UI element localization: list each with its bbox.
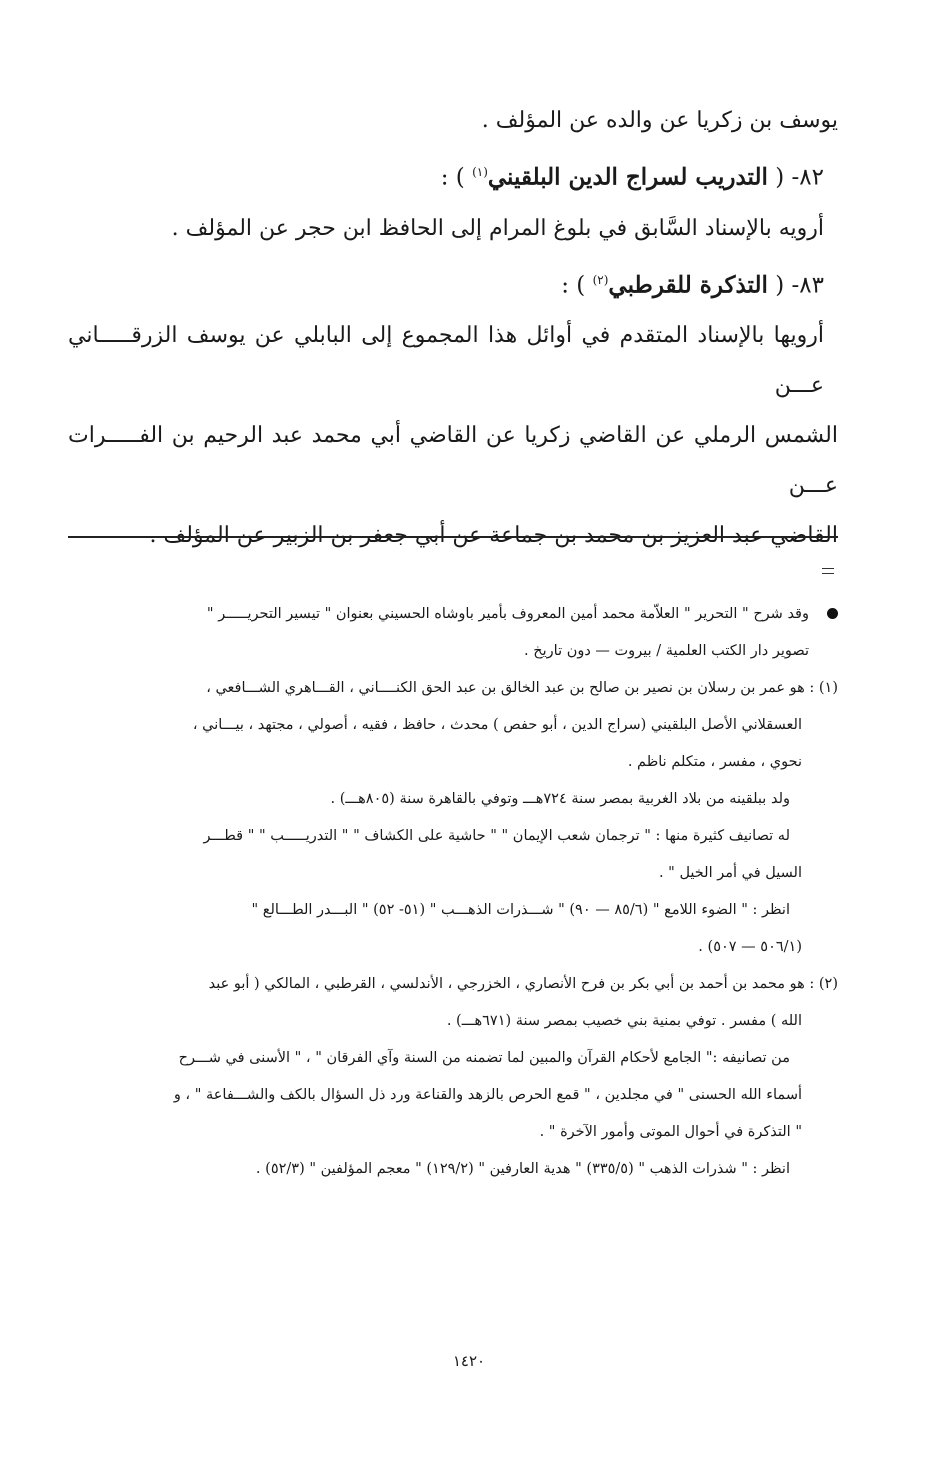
entry-text: أرويها بالإسناد المتقدم في أوائل هذا المجموع إلى البابلي عن يوسف الزرقـــــاني عـــن xyxy=(68,323,825,399)
entry-83-text xyxy=(68,411,838,511)
line-text: يوسف بن زكريا عن والده عن المؤلف . xyxy=(481,108,838,133)
continuation-mark xyxy=(822,568,834,569)
footnote-ref[interactable]: (٢) xyxy=(592,272,609,287)
entry-text: القاضي عبد العزيز بن محمد بن جماعة عن أبي جعفر بن الزبير عن المؤلف . xyxy=(149,523,838,549)
page-number: ١٤٢٠ xyxy=(452,1352,486,1370)
note-line: العسقلاني الأصل البلقيني (سراج الدين ، أبو حفص ) محدث ، حافظ ، فقيه ، أصولي ، مجتهد ، بيـــاني ، xyxy=(192,717,802,733)
note-line: ولد ببلقينه من بلاد الغربية بمصر سنة ٧٢٤هـــ وتوفي بالقاهرة سنة (٨٠٥هـــ) . xyxy=(330,791,790,807)
footnote-1: (١) : هو عمر بن رسلان بن نصير بن صالح بن عبد الخالق بن عبد الحق الكنــــاني ، القـــاهري الشـــافعي ، xyxy=(206,680,838,696)
entry-title: التذكرة للقرطبي xyxy=(608,271,768,299)
continuation-mark xyxy=(822,573,834,574)
entry-text: أرويه بالإسناد السَّابق في بلوغ المرام إلى الحافظ ابن حجر عن المؤلف . xyxy=(171,215,824,241)
entry-title: التدريب لسراج الدين البلقيني xyxy=(487,163,768,191)
note-line: السيل في أمر الخيل " . xyxy=(658,865,802,881)
bullet-icon xyxy=(827,608,838,619)
footnote-2: (٢) : هو محمد بن أحمد بن أبي بكر بن فرح الأنصاري ، الخزرجي ، الأندلسي ، القرطبي ، المالكي ( أبو عبد xyxy=(208,976,838,992)
note-line: (٥٠٦/١ — ٥٠٧) . xyxy=(698,939,802,955)
paren-close: ) : xyxy=(440,164,465,191)
footnotes xyxy=(70,596,838,1188)
note-line: انظر : " شذرات الذهب " (٣٣٥/٥) " هدية العارفين " (١٢٩/٢) " معجم المؤلفين " (٥٢/٣) . xyxy=(255,1161,790,1177)
note-line: تصوير دار الكتب العلمية / بيروت — دون تاريخ . xyxy=(524,643,809,659)
entry-83-text xyxy=(68,311,838,411)
note-line: أسماء الله الحسنى " في مجلدين ، " قمع الحرص بالزهد والقناعة ورد ذل السؤال بالكف والشـــفاعة " ، و xyxy=(173,1087,802,1103)
paren-open: ( xyxy=(775,272,785,299)
note-line: من تصانيفه :" الجامع لأحكام القرآن والمبين لما تضمنه من السنة وآي الفرقان " ، " الأسنى في شـــرح xyxy=(178,1050,790,1066)
note-line: الله ) مفسر . توفي بمنية بني خصيب بمصر سنة (٦٧١هـــ) . xyxy=(446,1013,802,1029)
note-line: له تصانيف كثيرة منها : " ترجمان شعب الإيمان " " حاشية على الكشاف " " التدريـــــب " " قطـــر xyxy=(203,828,790,844)
entry-text: الشمس الرملي عن القاضي زكريا عن القاضي أبي محمد عبد الرحيم بن الفـــــرات عـــن xyxy=(68,423,838,499)
note-line: انظر : " الضوء اللامع " (٨٥/٦ — ٩٠) " شـــذرات الذهـــب " (٥١- ٥٢) " البـــدر الطـــالع " xyxy=(251,902,790,918)
note-line: " التذكرة في أحوال الموتى وأمور الآخرة " . xyxy=(539,1124,802,1140)
paren-open: ( xyxy=(775,164,785,191)
paren-close: ) : xyxy=(561,272,586,299)
entry-number: ٨٣- xyxy=(791,272,824,299)
note-line: نحوي ، مفسر ، متكلم ناظم . xyxy=(627,754,802,770)
bullet-note xyxy=(70,596,838,670)
note-line: وقد شرح " التحرير " العلاّمة محمد أمين المعروف بأمير باوشاه الحسيني بعنوان " تيسير التحريـــــر " xyxy=(206,606,809,622)
entry-83-heading xyxy=(68,254,838,312)
entry-82-heading xyxy=(68,146,838,204)
entry-number: ٨٢- xyxy=(791,164,824,191)
entry-82-text xyxy=(68,204,838,254)
footnote-separator xyxy=(68,536,838,538)
text-line xyxy=(68,96,838,146)
footnote-ref[interactable]: (١) xyxy=(472,165,488,179)
main-text xyxy=(68,96,838,561)
